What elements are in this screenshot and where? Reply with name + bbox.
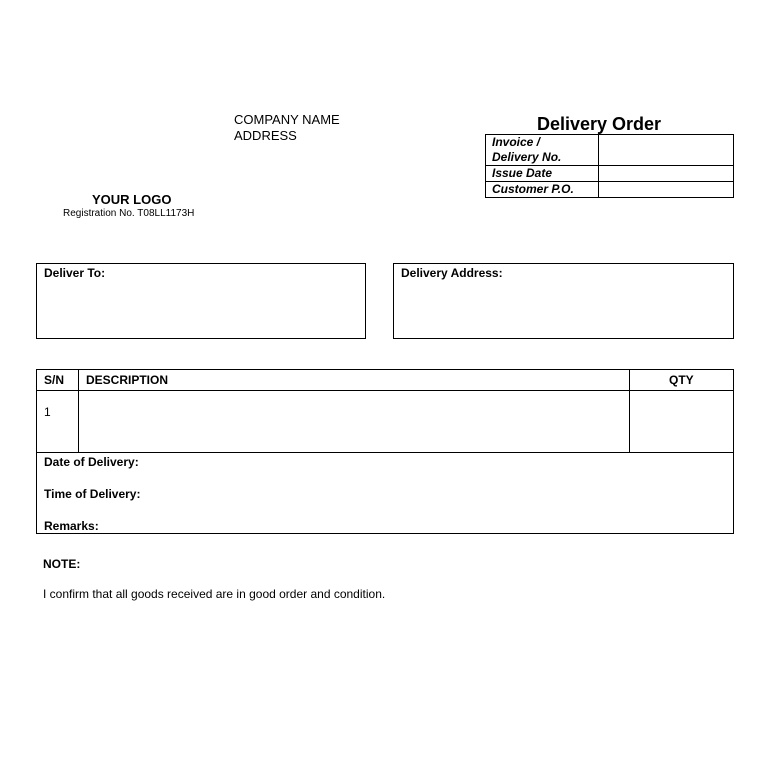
invoice-label-line2: Delivery No. (492, 150, 562, 164)
row-1-sn: 1 (44, 405, 51, 419)
time-of-delivery-label: Time of Delivery: (44, 487, 141, 501)
delivery-address-box[interactable] (393, 263, 734, 339)
qty-header: QTY (669, 373, 694, 387)
invoice-delivery-no-value[interactable] (599, 135, 734, 166)
logo-placeholder: YOUR LOGO (92, 192, 172, 207)
deliver-to-label: Deliver To: (44, 266, 106, 280)
description-header: DESCRIPTION (86, 373, 169, 387)
sn-header: S/N (44, 373, 65, 387)
header-row-divider (37, 390, 733, 391)
date-of-delivery-label: Date of Delivery: (44, 455, 139, 469)
note-title: NOTE: (43, 557, 81, 571)
order-info-table (485, 134, 734, 198)
issue-date-label: Issue Date (486, 166, 599, 182)
remarks-label: Remarks: (44, 519, 99, 533)
issue-date-value[interactable] (599, 166, 734, 182)
deliver-to-box[interactable] (36, 263, 366, 339)
registration-number: Registration No. T08LL1173H (63, 208, 195, 219)
invoice-delivery-no-label (486, 135, 599, 166)
company-address: ADDRESS (234, 128, 297, 143)
items-footer-divider (37, 452, 733, 453)
company-name: COMPANY NAME (234, 112, 340, 127)
delivery-address-label: Delivery Address: (401, 266, 503, 280)
note-text: I confirm that all goods received are in good order and condition. (43, 587, 386, 601)
invoice-label-line1: Invoice / (492, 135, 541, 149)
qty-column-divider (629, 370, 630, 452)
customer-po-value[interactable] (599, 182, 734, 198)
document-title: Delivery Order (537, 114, 662, 134)
customer-po-label: Customer P.O. (486, 182, 599, 198)
sn-column-divider (78, 370, 79, 452)
items-table (36, 369, 734, 534)
